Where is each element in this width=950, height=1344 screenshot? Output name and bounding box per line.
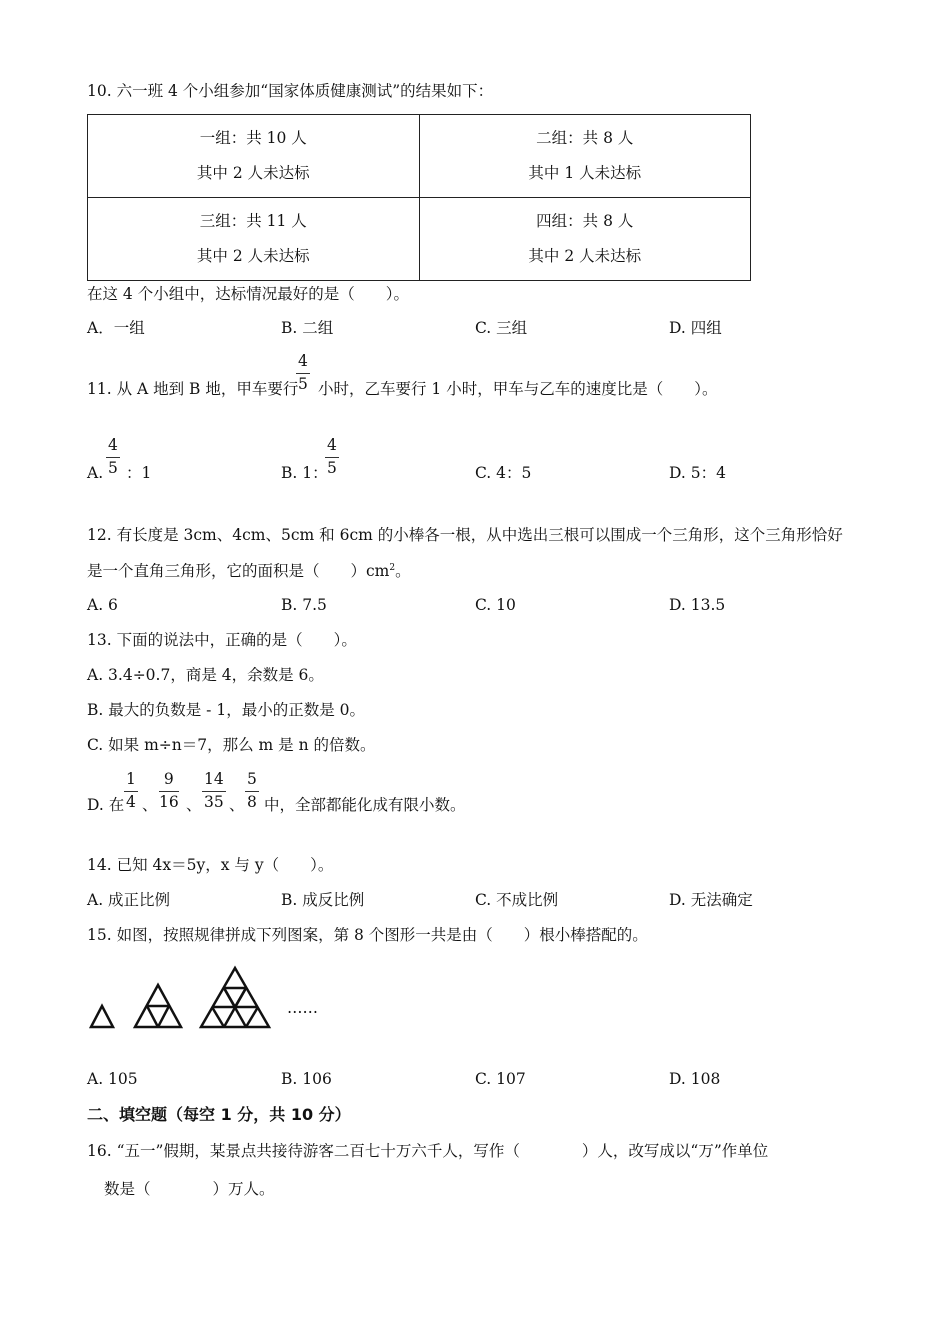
group-1-cell bbox=[88, 115, 420, 198]
q11-fraction bbox=[296, 354, 310, 392]
q11-option-a-denominator: 5 bbox=[108, 458, 118, 477]
q13-fraction-2 bbox=[159, 772, 179, 810]
triangle-figure-1 bbox=[91, 1006, 113, 1027]
q15-option-d: D. 108 bbox=[669, 1070, 721, 1088]
q15-option-b: B. 106 bbox=[281, 1070, 332, 1088]
q10-option-b: B. 二组 bbox=[281, 319, 334, 337]
q13-fraction-1 bbox=[124, 772, 138, 810]
group-4-cell bbox=[419, 198, 751, 281]
q12-superscript: 2 bbox=[389, 563, 396, 573]
q12-option-b: B. 7.5 bbox=[281, 596, 327, 614]
q10-option-c: C. 三组 bbox=[475, 319, 528, 337]
q13-fraction-3-denominator: 35 bbox=[204, 792, 224, 811]
q11-fraction-numerator: 4 bbox=[296, 354, 310, 374]
q11-option-b-fraction bbox=[325, 438, 339, 476]
q12-line1: 12. 有长度是 3cm、4cm、5cm 和 6cm 的小棒各一根，从中选出三根可以围成一个三角形，这个三角形恰好 bbox=[87, 526, 843, 544]
q10-group-table bbox=[87, 114, 751, 281]
q13-option-c: C. 如果 m÷n＝7，那么 m 是 n 的倍数。 bbox=[87, 736, 376, 754]
q12-line2-end: 。 bbox=[395, 562, 411, 581]
triangle-figure-2 bbox=[135, 985, 181, 1027]
q12-option-c: C. 10 bbox=[475, 596, 516, 614]
q12-option-a: A. 6 bbox=[87, 596, 118, 614]
q13-option-d-suffix: 中，全部都能化成有限小数。 bbox=[264, 796, 466, 814]
q11-option-b-prefix: B. 1： bbox=[281, 464, 328, 482]
q10-stem: 10. 六一班 4 个小组参加“国家体质健康测试”的结果如下： bbox=[87, 82, 494, 100]
q11-option-a-prefix: A. bbox=[87, 464, 104, 482]
q10-option-d: D. 四组 bbox=[669, 319, 722, 337]
q16-line1: 16. “五一”假期，某景点共接待游客二百七十万六千人，写作（ ）人，改写成以“万”作单位 bbox=[87, 1142, 769, 1160]
group-2-title: 二组：共 8 人 bbox=[536, 129, 634, 147]
q13-stem: 13. 下面的说法中，正确的是（ ）。 bbox=[87, 631, 357, 649]
q11-option-a-suffix: ：1 bbox=[126, 464, 152, 482]
q14-option-b: B. 成反比例 bbox=[281, 891, 365, 909]
group-1-detail: 其中 2 人未达标 bbox=[196, 164, 310, 182]
q13-fraction-2-denominator: 16 bbox=[159, 792, 179, 811]
q13-fraction-2-numerator: 9 bbox=[159, 772, 179, 792]
q11-option-a-fraction bbox=[106, 438, 120, 476]
q13-fraction-4-numerator: 5 bbox=[245, 772, 259, 792]
q13-fraction-4 bbox=[245, 772, 259, 810]
triangle-figure-3 bbox=[201, 968, 269, 1027]
group-3-title: 三组：共 11 人 bbox=[199, 212, 307, 230]
q14-option-d: D. 无法确定 bbox=[669, 891, 753, 909]
q15-ellipsis: …… bbox=[287, 999, 318, 1017]
q15-stem: 15. 如图，按照规律拼成下列图案，第 8 个图形一共是由（ ）根小棒搭配的。 bbox=[87, 926, 648, 944]
q13-fraction-3 bbox=[202, 772, 226, 810]
group-4-title: 四组：共 8 人 bbox=[536, 212, 634, 230]
q14-option-c: C. 不成比例 bbox=[475, 891, 559, 909]
q11-fraction-denominator: 5 bbox=[298, 374, 308, 393]
q13-separator-1: 、 bbox=[142, 796, 158, 814]
q11-option-d: D. 5：4 bbox=[669, 464, 726, 482]
q13-fraction-3-numerator: 14 bbox=[202, 772, 226, 792]
q13-fraction-4-denominator: 8 bbox=[247, 792, 257, 811]
q11-stem-after: 小时，乙车要行 1 小时，甲车与乙车的速度比是（ ）。 bbox=[318, 380, 718, 398]
q14-option-a: A. 成正比例 bbox=[87, 891, 171, 909]
q11-stem-before: 11. 从 A 地到 B 地，甲车要行 bbox=[87, 380, 299, 398]
group-2-detail: 其中 1 人未达标 bbox=[528, 164, 642, 182]
q11-option-b-numerator: 4 bbox=[325, 438, 339, 458]
q13-separator-3: 、 bbox=[229, 796, 245, 814]
q10-option-a: A．一组 bbox=[87, 319, 145, 337]
q13-option-b: B. 最大的负数是 - 1，最小的正数是 0。 bbox=[87, 701, 365, 719]
q11-option-a-numerator: 4 bbox=[106, 438, 120, 458]
q13-option-a: A. 3.4÷0.7，商是 4，余数是 6。 bbox=[87, 666, 324, 684]
q12-option-d: D. 13.5 bbox=[669, 596, 726, 614]
q11-option-c: C. 4：5 bbox=[475, 464, 532, 482]
group-1-title: 一组：共 10 人 bbox=[199, 129, 307, 147]
q14-stem: 14. 已知 4x＝5y，x 与 y（ ）。 bbox=[87, 856, 334, 874]
q15-option-c: C. 107 bbox=[475, 1070, 526, 1088]
group-3-cell bbox=[88, 198, 420, 281]
q15-triangle-patterns bbox=[85, 962, 285, 1032]
q11-option-b-denominator: 5 bbox=[327, 458, 337, 477]
q13-option-d-prefix: D. 在 bbox=[87, 796, 125, 814]
q13-separator-2: 、 bbox=[186, 796, 202, 814]
q15-option-a: A. 105 bbox=[87, 1070, 138, 1088]
section-2-heading: 二、填空题（每空 1 分，共 10 分） bbox=[87, 1105, 351, 1124]
q12-line2 bbox=[87, 564, 411, 580]
group-2-cell bbox=[419, 115, 751, 198]
q12-line2-text: 是一个直角三角形，它的面积是（ ）cm bbox=[87, 562, 390, 581]
group-4-detail: 其中 2 人未达标 bbox=[528, 247, 642, 265]
q13-fraction-1-denominator: 4 bbox=[126, 792, 136, 811]
group-3-detail: 其中 2 人未达标 bbox=[196, 247, 310, 265]
q13-fraction-1-numerator: 1 bbox=[124, 772, 138, 792]
q16-line2: 数是（ ）万人。 bbox=[104, 1180, 275, 1198]
q10-question: 在这 4 个小组中，达标情况最好的是（ ）。 bbox=[87, 285, 409, 303]
